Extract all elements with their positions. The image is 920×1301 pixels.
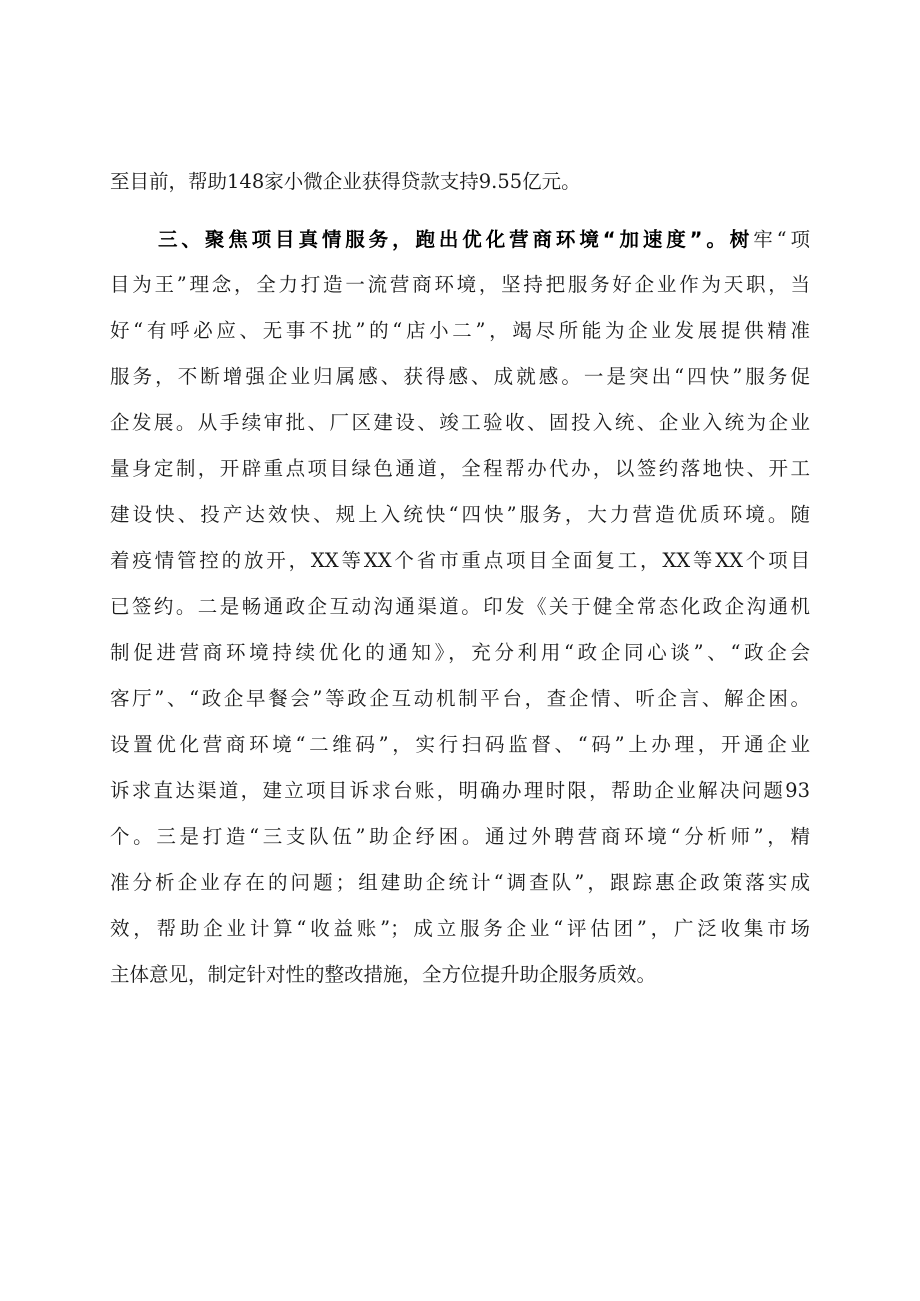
line-text: 效，帮助企业计算“收益账”；成立服务企业“评估团”，广泛收集市场 [110, 917, 810, 940]
text-line-4 [110, 311, 810, 351]
text-line-17 [110, 909, 810, 949]
text-line-10 [110, 587, 810, 627]
text-line-14 [110, 771, 810, 811]
line-text: 个。三是打造“三支队伍”助企纾困。通过外聘营商环境“分析师”，精 [110, 825, 810, 848]
line-text: 准分析企业存在的问题；组建助企统计“调查队”，跟踪惠企政策落实成 [110, 871, 810, 894]
text-line-13 [110, 725, 810, 765]
text-line-15 [110, 817, 810, 857]
text-line-5 [110, 357, 810, 397]
text-line-1 [110, 162, 810, 202]
line-text: 诉求直达渠道，建立项目诉求台账，明确办理时限，帮助企业解决问题93 [110, 779, 810, 802]
line-text: 量身定制，开辟重点项目绿色通道，全程帮办代办，以签约落地快、开工 [110, 457, 810, 480]
text-line-8 [110, 495, 810, 535]
line-text: 服务，不断增强企业归属感、获得感、成就感。一是突出“四快”服务促 [110, 365, 810, 388]
text-line-7 [110, 449, 810, 489]
line-text: 企发展。从手续审批、厂区建设、竣工验收、固投入统、企业入统为企业 [110, 411, 810, 434]
section-heading-line [158, 220, 810, 260]
line-text: 着疫情管控的放开，XX等XX个省市重点项目全面复工，XX等XX个项目 [110, 549, 810, 572]
line-text: 至目前，帮助148家小微企业获得贷款支持9.55亿元。 [110, 170, 581, 193]
line-text: 建设快、投产达效快、规上入统快“四快”服务，大力营造优质环境。随 [110, 503, 810, 526]
text-line-16 [110, 863, 810, 903]
text-line-6 [110, 403, 810, 443]
line-text: 好“有呼必应、无事不扰”的“店小二”，竭尽所能为企业发展提供精准 [110, 319, 810, 342]
line-text: 目为王”理念，全力打造一流营商环境，坚持把服务好企业作为天职，当 [110, 273, 810, 296]
line-text: 已签约。二是畅通政企互动沟通渠道。印发《关于健全常态化政企沟通机 [110, 595, 810, 618]
text-line-3 [110, 265, 810, 305]
line-text: 牢“项 [753, 228, 810, 251]
line-text: 主体意见，制定针对性的整改措施，全方位提升助企服务质效。 [110, 963, 657, 986]
text-line-12 [110, 679, 810, 719]
line-text: 设置优化营商环境“二维码”，实行扫码监督、“码”上办理，开通企业 [110, 733, 810, 756]
section-heading: 三、聚焦项目真情服务，跑出优化营商环境“加速度”。树 [158, 228, 754, 251]
line-text: 制促进营商环境持续优化的通知》，充分利用“政企同心谈”、“政企会 [110, 641, 810, 664]
text-line-9 [110, 541, 810, 581]
text-line-11 [110, 633, 810, 673]
text-line-18 [110, 955, 810, 995]
line-text: 客厅”、“政企早餐会”等政企互动机制平台，查企情、听企言、解企困。 [110, 687, 810, 710]
